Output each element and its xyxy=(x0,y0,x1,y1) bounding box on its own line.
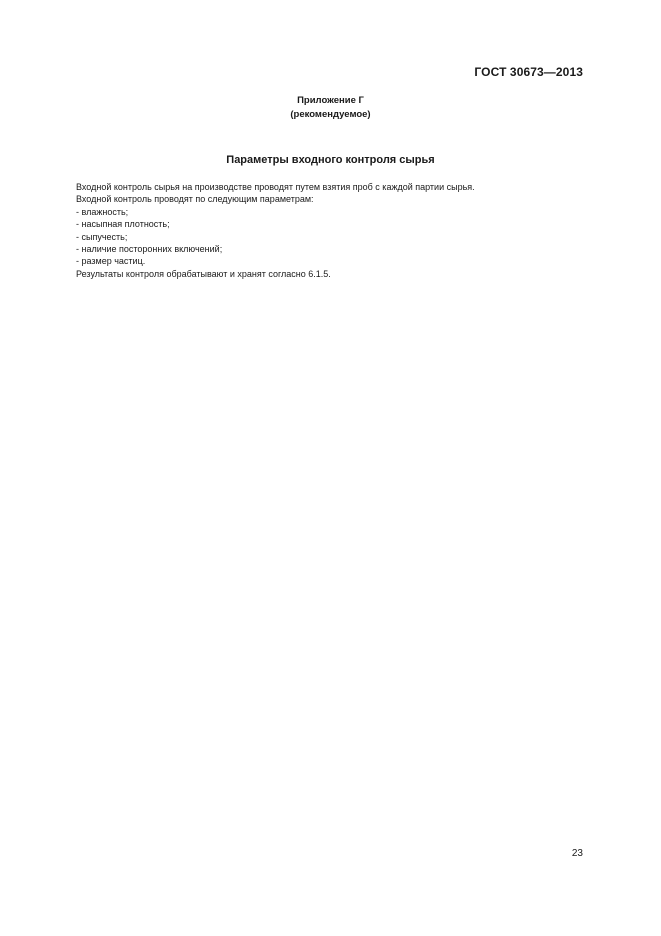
body-text xyxy=(76,181,596,280)
section-title: Параметры входного контроля сырья xyxy=(226,154,435,166)
paragraph-results: Результаты контроля обрабатывают и хранят согласно 6.1.5. xyxy=(76,268,331,279)
annex-status: (рекомендуемое) xyxy=(290,109,371,120)
list-item: - размер частиц. xyxy=(76,256,146,267)
document-code: ГОСТ 30673—2013 xyxy=(474,65,583,79)
paragraph-parameters: Входной контроль проводят по следующим параметрам: xyxy=(76,194,314,205)
list-item: - наличие посторонних включений; xyxy=(76,244,223,255)
annex-heading xyxy=(0,94,661,122)
page-number: 23 xyxy=(571,848,583,859)
list-item: - насыпная плотность; xyxy=(76,219,170,230)
list-item: - влажность; xyxy=(76,206,129,217)
annex-title: Приложение Г xyxy=(297,95,364,106)
parameter-list xyxy=(76,206,596,268)
list-item: - сыпучесть; xyxy=(76,231,128,242)
paragraph-intake-control: Входной контроль сырья на производстве проводят путем взятия проб с каждой партии сырья. xyxy=(76,182,475,192)
